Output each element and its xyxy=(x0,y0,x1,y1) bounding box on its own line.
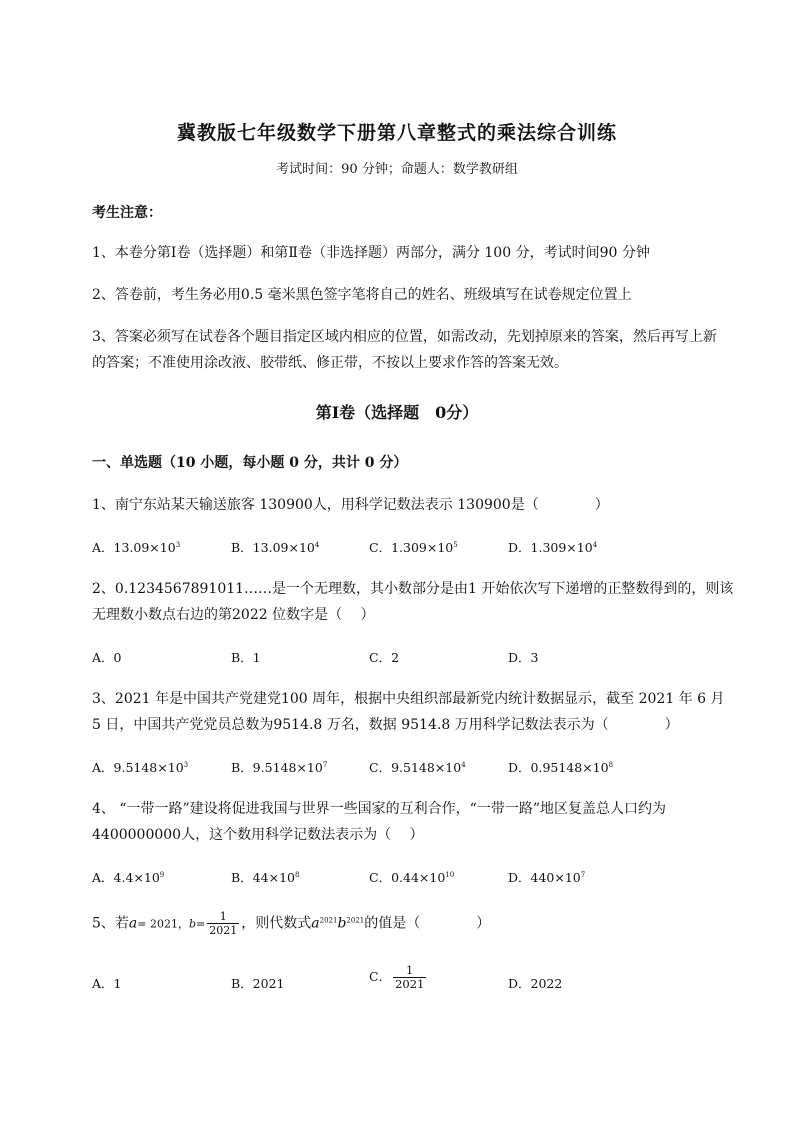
question-4-option-b: B．$44\times 10^8$ xyxy=(231,870,300,885)
question-3-option-b: B．$9.5148\times 10^7$ xyxy=(231,760,328,775)
question-2-option-a: A．0 xyxy=(92,650,122,665)
question-5-stem: 5、若a= 2021，b= $\frac{1}{2021}$ ，则代数式$a^{2021}b^{2021}$的值是（ ） xyxy=(92,910,491,937)
question-5-option-c: C． $\frac{1}{2021}$ xyxy=(369,963,425,991)
question-3-stem-line-1: 3、2021 年是中国共产党建党100 周年，根据中央组织部最新党内统计数据显示，截至 2021 年 6 月 xyxy=(92,691,725,707)
question-4-option-c: C．$0.44\times 10^{10}$ xyxy=(369,870,455,885)
question-4-option-a: A．$4.4\times 10^9$ xyxy=(92,870,165,885)
question-5-option-a: A．1 xyxy=(92,976,122,991)
question-3-option-a: A．$9.5148\times 10^3$ xyxy=(92,760,189,775)
question-3-option-d: D．$0.95148\times 10^8$ xyxy=(508,760,614,775)
question-4-stem-line-2: 4400000000人，这个数用科学记数法表示为（ ） xyxy=(92,827,424,843)
question-3-stem-line-2: 5 日，中国共产党党员总数为9514.8 万名，数据 9514.8 万用科学记数法表示为（ ） xyxy=(92,717,679,733)
exam-info: 考试时间：90 分钟；命题人：数学教研组 xyxy=(276,162,518,177)
notice-item-3-line-2: 的答案；不准使用涂改液、胶带纸、修正带，不按以上要求作答的答案无效。 xyxy=(92,355,568,371)
question-3-option-c: C．$9.5148\times 10^4$ xyxy=(369,760,466,775)
question-4-stem-line-1: 4、 “一带一路”建设将促进我国与世界一些国家的互利合作，“一带一路”地区复盖总人口约为 xyxy=(92,801,666,817)
question-2-option-b: B．1 xyxy=(231,650,261,665)
question-1-option-d: D．$1.309\times 10^4$ xyxy=(508,540,598,555)
question-4-option-d: D．$440\times 10^7$ xyxy=(508,870,586,885)
question-5-option-b: B．2021 xyxy=(231,976,285,991)
question-5-fraction: $\frac{1}{2021}$ xyxy=(209,910,238,937)
question-2-stem-line-2: 无理数小数点右边的第2022 位数字是（ ） xyxy=(92,607,375,623)
question-5-option-d: D．2022 xyxy=(508,976,563,991)
question-1-option-a: A．$13.09\times 10^3$ xyxy=(92,540,181,555)
question-1-stem: 1、南宁东站某天输送旅客 130900人，用科学记数法表示 130900是（ ） xyxy=(92,497,609,513)
question-1-option-c: C．$1.309\times 10^5$ xyxy=(369,540,458,555)
question-2-option-c: C．2 xyxy=(369,650,400,665)
question-2-stem-line-1: 2、0.1234567891011……是一个无理数，其小数部分是由1 开始依次写下递增的正整数得到的，则该 xyxy=(92,581,734,597)
section-title: 第Ⅰ卷（选择题 0分） xyxy=(315,403,479,422)
notice-item-2: 2、答卷前，考生务必用0.5 毫米黑色签字笔将自己的姓名、班级填写在试卷规定位置上 xyxy=(92,287,632,303)
question-2-option-d: D．3 xyxy=(508,650,539,665)
part-heading: 一、单选题（10 小题，每小题 0 分，共计 0 分） xyxy=(92,455,408,471)
notice-item-3-line-1: 3、答案必须写在试卷各个题目指定区域内相应的位置，如需改动，先划掉原来的答案，然后再写上新 xyxy=(92,329,717,345)
question-1-option-b: B．$13.09\times 10^4$ xyxy=(231,540,320,555)
notice-item-1: 1、本卷分第Ⅰ卷（选择题）和第Ⅱ卷（非选择题）两部分，满分 100 分，考试时间90 分钟 xyxy=(92,245,650,261)
page-title: 冀教版七年级数学下册第八章整式的乘法综合训练 xyxy=(176,122,617,144)
notice-heading: 考生注意： xyxy=(92,205,162,221)
